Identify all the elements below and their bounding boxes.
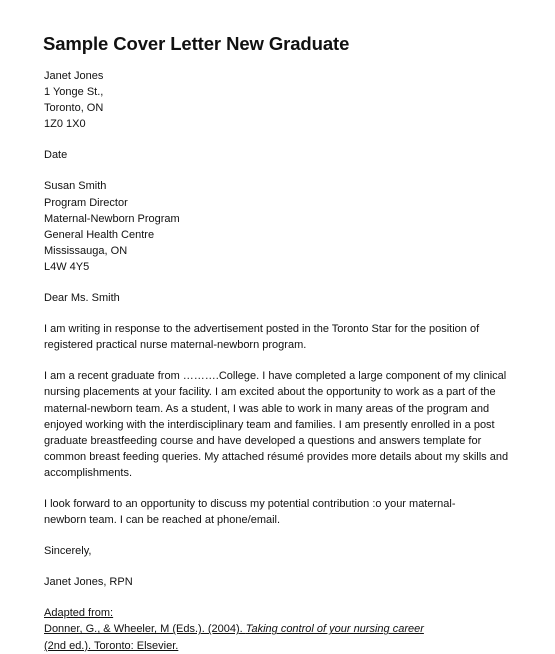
sender-city: Toronto, ON [44, 102, 104, 115]
letter-body [44, 68, 524, 654]
paragraph-line: common breast feeding queries. My attached résumé provides more details about my skills and [44, 450, 509, 463]
signature: Janet Jones, RPN [44, 576, 133, 589]
paragraph-line: enjoyed working with the interdisciplinary team and families. I am presently enrolled in a post [44, 418, 495, 431]
recipient-title: Program Director [44, 196, 128, 209]
paragraph-line: nursing placements at your facility. I am excited about the opportunity to work as a part of the [44, 386, 496, 399]
reference-heading: Adapted from: [44, 607, 114, 620]
document-title: Sample Cover Letter New Graduate [43, 33, 350, 54]
recipient-name: Susan Smith [44, 180, 107, 193]
reference-block [44, 605, 524, 653]
recipient-address [44, 178, 524, 275]
paragraph-line: registered practical nurse maternal-newborn program. [44, 339, 307, 352]
paragraph-line: maternal-newborn team. As a student, I was able to work in many areas of the program and [44, 402, 490, 415]
sender-address [44, 68, 524, 132]
paragraph-closing [44, 496, 524, 528]
paragraph-line: newborn team. I can be reached at phone/email. [44, 514, 281, 527]
reference-citation-line [44, 621, 524, 637]
sender-street: 1 Yonge St., [44, 86, 104, 99]
sender-name: Janet Jones [44, 70, 104, 82]
reference-edition: (2nd ed.). Toronto: Elsevier. [44, 639, 179, 652]
closing: Sincerely, [44, 545, 92, 558]
recipient-program: Maternal-Newborn Program [44, 212, 180, 225]
paragraph-line: I am a recent graduate from ……….College. I have completed a large component of my clinical [44, 370, 507, 383]
paragraph-intro [44, 321, 524, 353]
reference-book-title: Taking control of your nursing career [245, 623, 424, 636]
paragraph-line: I look forward to an opportunity to discuss my potential contribution :o your maternal- [44, 497, 456, 510]
reference-authors: Donner, G., & Wheeler, M (Eds.). (2004). [44, 623, 246, 636]
recipient-city: Mississauga, ON [44, 244, 128, 257]
paragraph-line: accomplishments. [44, 466, 133, 479]
recipient-postal-code: L4W 4Y5 [44, 260, 90, 273]
sender-postal-code: 1Z0 1X0 [44, 118, 86, 131]
salutation: Dear Ms. Smith [44, 292, 120, 305]
recipient-organization: General Health Centre [44, 228, 155, 241]
paragraph-line: graduate breastfeeding course and have developed a questions and answers template for [44, 434, 482, 447]
letter-date: Date [44, 149, 68, 162]
paragraph-line: I am writing in response to the advertisement posted in the Toronto Star for the position of [44, 323, 480, 336]
paragraph-experience [44, 368, 524, 481]
